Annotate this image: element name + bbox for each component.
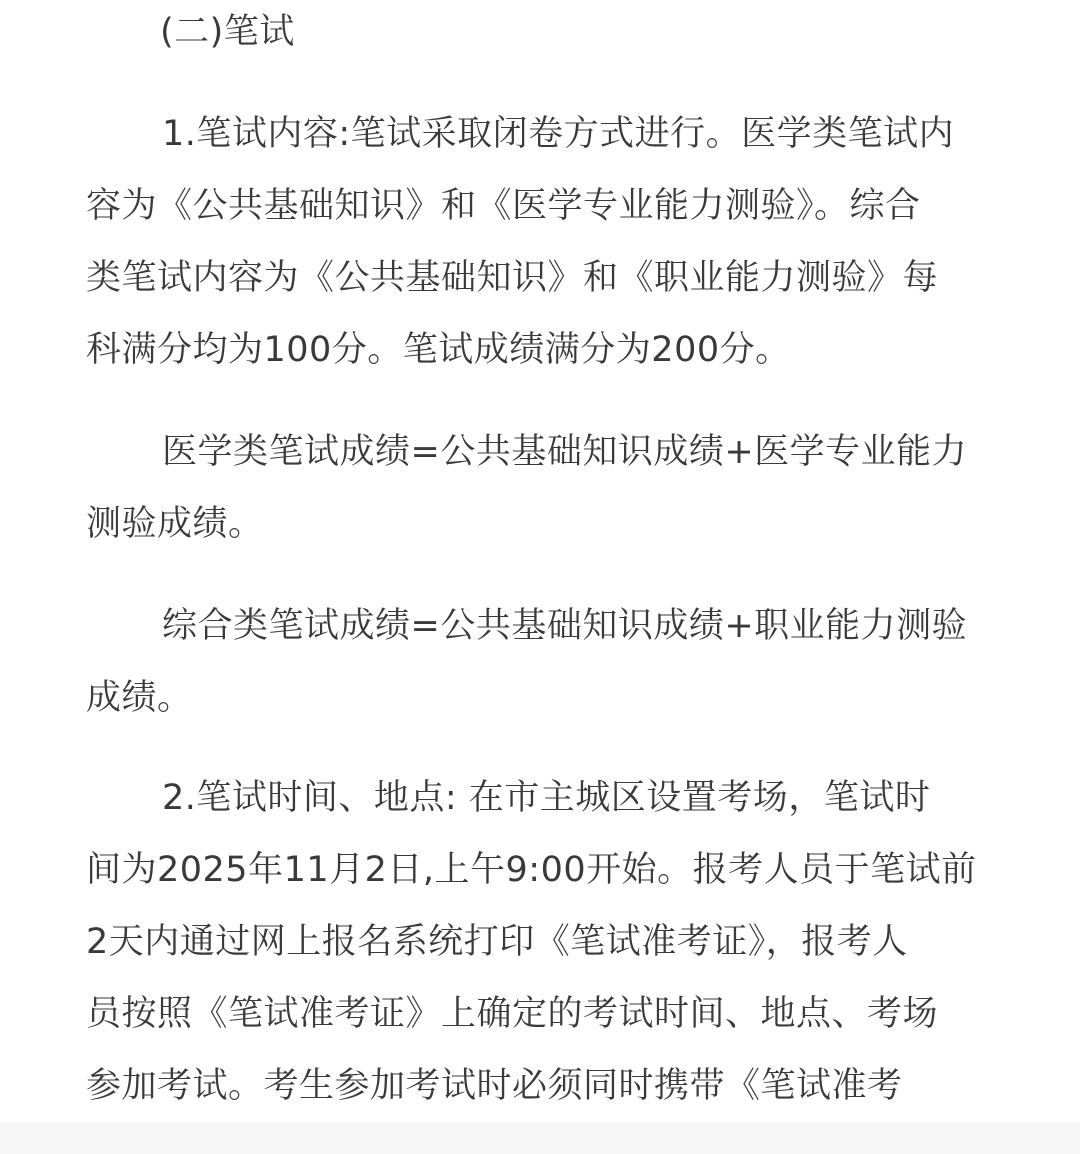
text-line: 参加考试。考生参加考试时必须同时携带《笔试准考 <box>86 1066 903 1106</box>
page-bottom-band <box>0 1122 1080 1154</box>
text-line: 成绩。 <box>86 678 193 718</box>
text-line: 测验成绩。 <box>86 504 264 544</box>
paragraph-general-score-formula <box>86 590 998 734</box>
text-line: 1.笔试内容:笔试采取闭卷方式进行。医学类笔试内 <box>162 114 955 154</box>
paragraph-exam-time-location <box>86 762 998 1122</box>
text-line: 员按照《笔试准考证》上确定的考试时间、地点、考场 <box>86 994 939 1034</box>
paragraph-medical-score-formula <box>86 416 998 560</box>
text-line: 容为《公共基础知识》和《医学专业能力测验》。综合 <box>86 186 921 226</box>
text-line: 2天内通过网上报名系统打印《笔试准考证》，报考人 <box>86 922 908 962</box>
paragraph-exam-content <box>86 98 998 386</box>
section-heading: (二)笔试 <box>160 12 295 52</box>
text-line: 医学类笔试成绩=公共基础知识成绩+医学专业能力 <box>162 432 968 472</box>
text-line: 科满分均为100分。笔试成绩满分为200分。 <box>86 330 791 370</box>
text-line: 间为2025年11月2日,上午9:00开始。报考人员于笔试前 <box>86 850 977 890</box>
text-line: 类笔试内容为《公共基础知识》和《职业能力测验》每 <box>86 258 939 298</box>
text-line: 综合类笔试成绩=公共基础知识成绩+职业能力测验 <box>162 606 968 646</box>
text-line: 2.笔试时间、地点: 在市主城区设置考场，笔试时 <box>162 778 931 818</box>
